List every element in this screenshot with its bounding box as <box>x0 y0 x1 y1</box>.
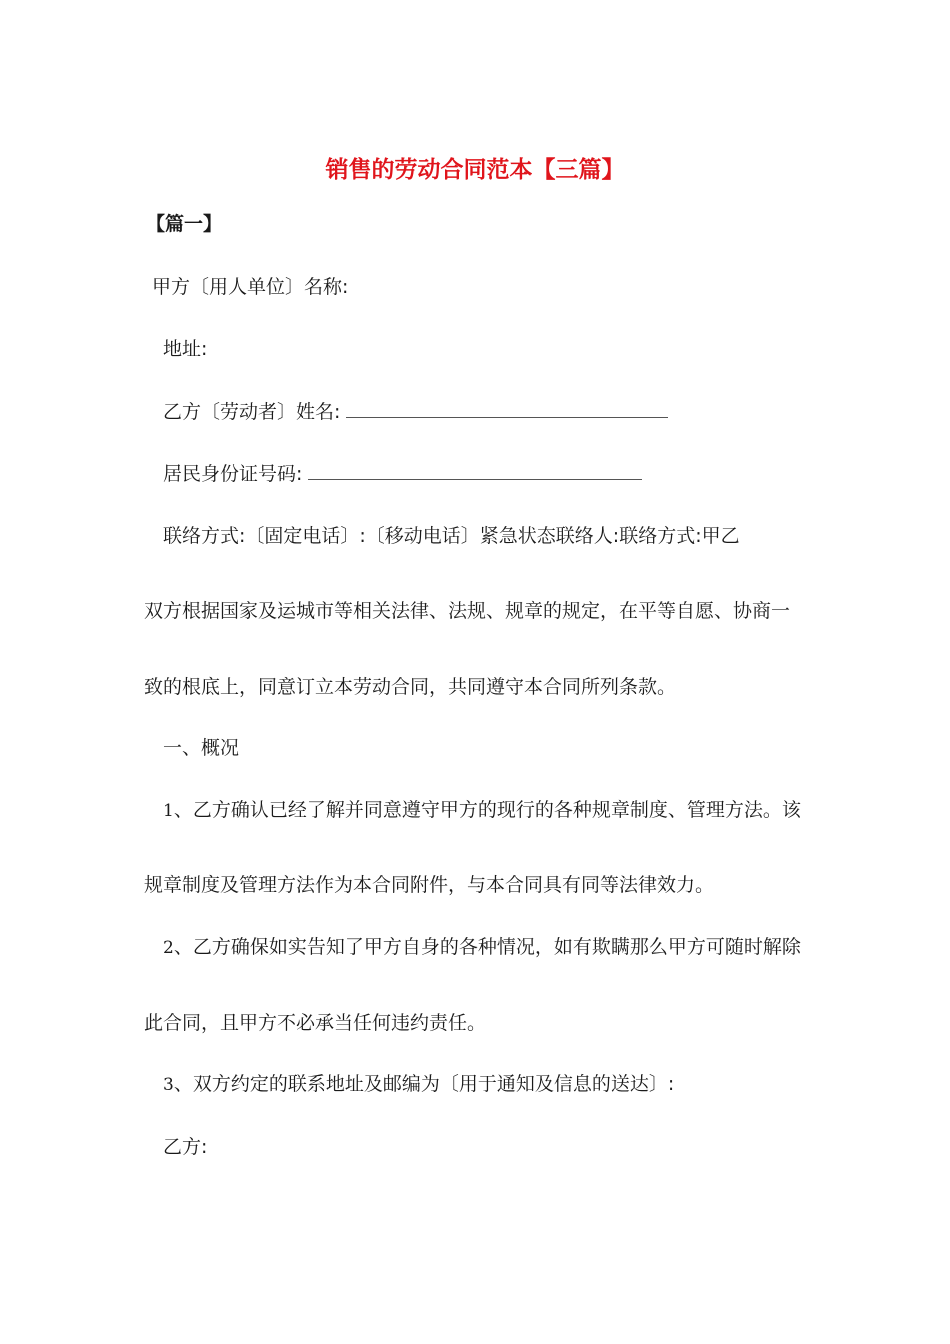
item-3-text: 、双方约定的联系地址及邮编为〔用于通知及信息的送达〕: <box>173 1073 675 1095</box>
party-a-name-label: 甲方〔用人单位〕名称: <box>152 276 349 298</box>
id-number-blank <box>308 461 642 480</box>
party-b-name-blank <box>346 399 668 418</box>
paragraph-line: 致的根底上，同意订立本劳动合同，共同遵守本合同所列条款。 <box>144 676 677 698</box>
paragraph-line: 双方根据国家及运城市等相关法律、法规、规章的规定，在平等自愿、协商一 <box>144 600 791 622</box>
item-2-number: 2 <box>163 938 174 958</box>
party-b-label: 乙方: <box>163 1136 208 1158</box>
item-1-text: 、乙方确认已经了解并同意遵守甲方的现行的各种规章制度、管理方法。该 <box>173 799 801 821</box>
heading-overview: 一、概况 <box>163 737 240 759</box>
document-title: 销售的劳动合同范本【三篇】 <box>325 157 625 183</box>
item-3-line-1 <box>163 1072 674 1097</box>
item-1-number: 1 <box>163 801 174 821</box>
item-3-number: 3 <box>163 1075 174 1095</box>
contact-line: 联络方式:〔固定电话〕:〔移动电话〕紧急状态联络人:联络方式:甲乙 <box>163 525 740 547</box>
party-b-name-row <box>163 399 668 424</box>
id-number-row <box>163 461 642 486</box>
item-1-line-2: 规章制度及管理方法作为本合同附件，与本合同具有同等法律效力。 <box>144 874 715 896</box>
address-label: 地址: <box>163 338 208 360</box>
id-number-label: 居民身份证号码: <box>163 463 303 485</box>
item-1-line-1 <box>163 798 801 823</box>
item-2-line-2: 此合同，且甲方不必承当任何违约责任。 <box>144 1012 487 1034</box>
item-2-line-1 <box>163 935 801 960</box>
party-b-name-label: 乙方〔劳动者〕姓名: <box>163 401 341 423</box>
item-2-text: 、乙方确保如实告知了甲方自身的各种情况，如有欺瞒那么甲方可随时解除 <box>173 936 801 958</box>
section-label: 【篇一】 <box>146 213 223 235</box>
